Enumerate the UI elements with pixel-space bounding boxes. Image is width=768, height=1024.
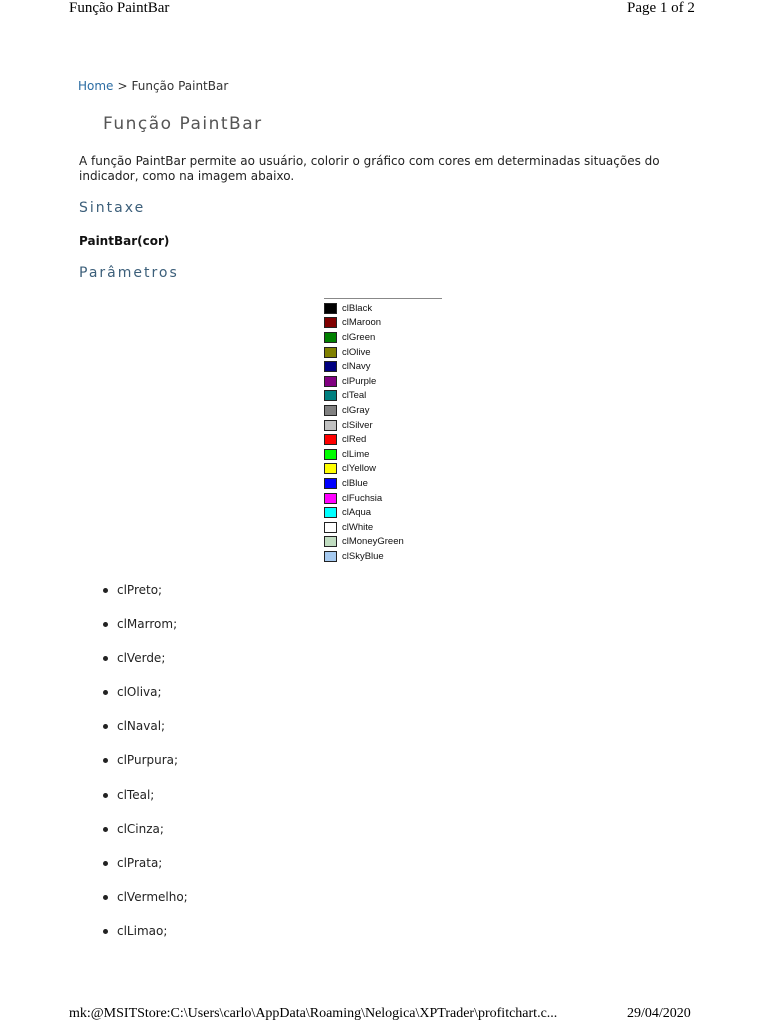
parameters-heading: Parâmetros [79,265,179,281]
color-swatch [324,522,337,533]
palette-row [324,374,442,389]
color-label: clGray [342,404,370,416]
list-item [103,685,188,719]
palette-row [324,301,442,316]
bullet-icon [103,827,108,832]
palette-row [324,316,442,331]
intro-paragraph: A função PaintBar permite ao usuário, colorir o gráfico com cores em determinadas situações do indicador, como na imagem abaixo. [79,154,660,183]
palette-row [324,476,442,491]
color-swatch [324,478,337,489]
color-label: clOlive [342,346,371,358]
list-item [103,788,188,822]
color-swatch [324,303,337,314]
color-label: clFuchsia [342,492,383,504]
print-header-title: Função PaintBar [69,0,170,16]
palette-row [324,389,442,404]
palette-row [324,418,442,433]
color-swatch [324,376,337,387]
bullet-icon [103,793,108,798]
color-swatch [324,361,337,372]
bullet-icon [103,895,108,900]
page-title: Função PaintBar [103,114,263,134]
color-label: clGreen [342,331,376,343]
bullet-icon [103,861,108,866]
breadcrumb-current: Função PaintBar [131,79,229,93]
list-item [103,719,188,753]
palette-row [324,447,442,462]
color-swatch [324,536,337,547]
color-label: clNavy [342,361,371,373]
color-swatch [324,390,337,401]
color-label: clSilver [342,419,373,431]
list-item-text: clVerde; [117,651,166,666]
palette-row [324,330,442,345]
print-footer-path: mk:@MSITStore:C:\Users\carlo\AppData\Roaming\Nelogica\XPTrader\profitchart.c... [69,1006,558,1021]
palette-row [324,505,442,520]
color-label: clRed [342,434,367,446]
color-label: clSkyBlue [342,550,384,562]
palette-row [324,520,442,535]
list-item [103,617,188,651]
color-swatch [324,434,337,445]
color-swatch [324,463,337,474]
list-item [103,924,188,958]
list-item-text: clMarrom; [117,617,178,632]
color-swatch [324,507,337,518]
list-item [103,753,188,787]
print-header-page: Page 1 of 2 [627,0,695,16]
color-label: clAqua [342,507,372,519]
color-swatch [324,347,337,358]
bullet-icon [103,929,108,934]
palette-row [324,549,442,564]
color-swatch [324,551,337,562]
breadcrumb-separator: > [117,79,128,93]
color-label: clMaroon [342,317,382,329]
bullet-icon [103,656,108,661]
list-item-text: clVermelho; [117,889,188,904]
list-item [103,890,188,924]
list-item [103,856,188,890]
list-item-text: clLimao; [117,923,168,938]
color-label: clYellow [342,463,376,475]
list-item-text: clPreto; [117,583,163,597]
list-item-text: clCinza; [117,821,164,836]
syntax-heading: Sintaxe [79,200,146,216]
list-item [103,651,188,685]
palette-row [324,491,442,506]
color-label: clTeal [342,390,367,402]
palette-row [324,432,442,447]
breadcrumb [78,79,228,93]
color-palette-image [324,298,442,564]
color-label: clWhite [342,521,374,533]
list-item [103,822,188,856]
syntax-code: PaintBar(cor) [79,234,170,248]
list-item-text: clPurpura; [117,753,179,768]
list-item-text: clNaval; [117,719,166,734]
color-swatch [324,317,337,328]
bullet-icon [103,758,108,763]
palette-row [324,462,442,477]
palette-row [324,403,442,418]
color-swatch [324,332,337,343]
bullet-icon [103,724,108,729]
list-item-text: clOliva; [117,685,162,700]
bullet-icon [103,588,108,593]
color-label: clPurple [342,375,377,387]
list-item [103,583,188,617]
color-list [103,583,188,958]
list-item-text: clTeal; [117,787,155,802]
color-swatch [324,493,337,504]
color-swatch [324,420,337,431]
list-item-text: clPrata; [117,855,163,870]
bullet-icon [103,690,108,695]
color-swatch [324,449,337,460]
color-label: clBlue [342,477,368,489]
palette-row [324,345,442,360]
print-footer-date: 29/04/2020 [627,1006,691,1021]
breadcrumb-home-link[interactable]: Home [78,79,114,93]
color-label: clMoneyGreen [342,536,404,548]
palette-row [324,359,442,374]
color-label: clBlack [342,302,373,314]
bullet-icon [103,622,108,627]
color-swatch [324,405,337,416]
color-label: clLime [342,448,370,460]
palette-row [324,535,442,550]
